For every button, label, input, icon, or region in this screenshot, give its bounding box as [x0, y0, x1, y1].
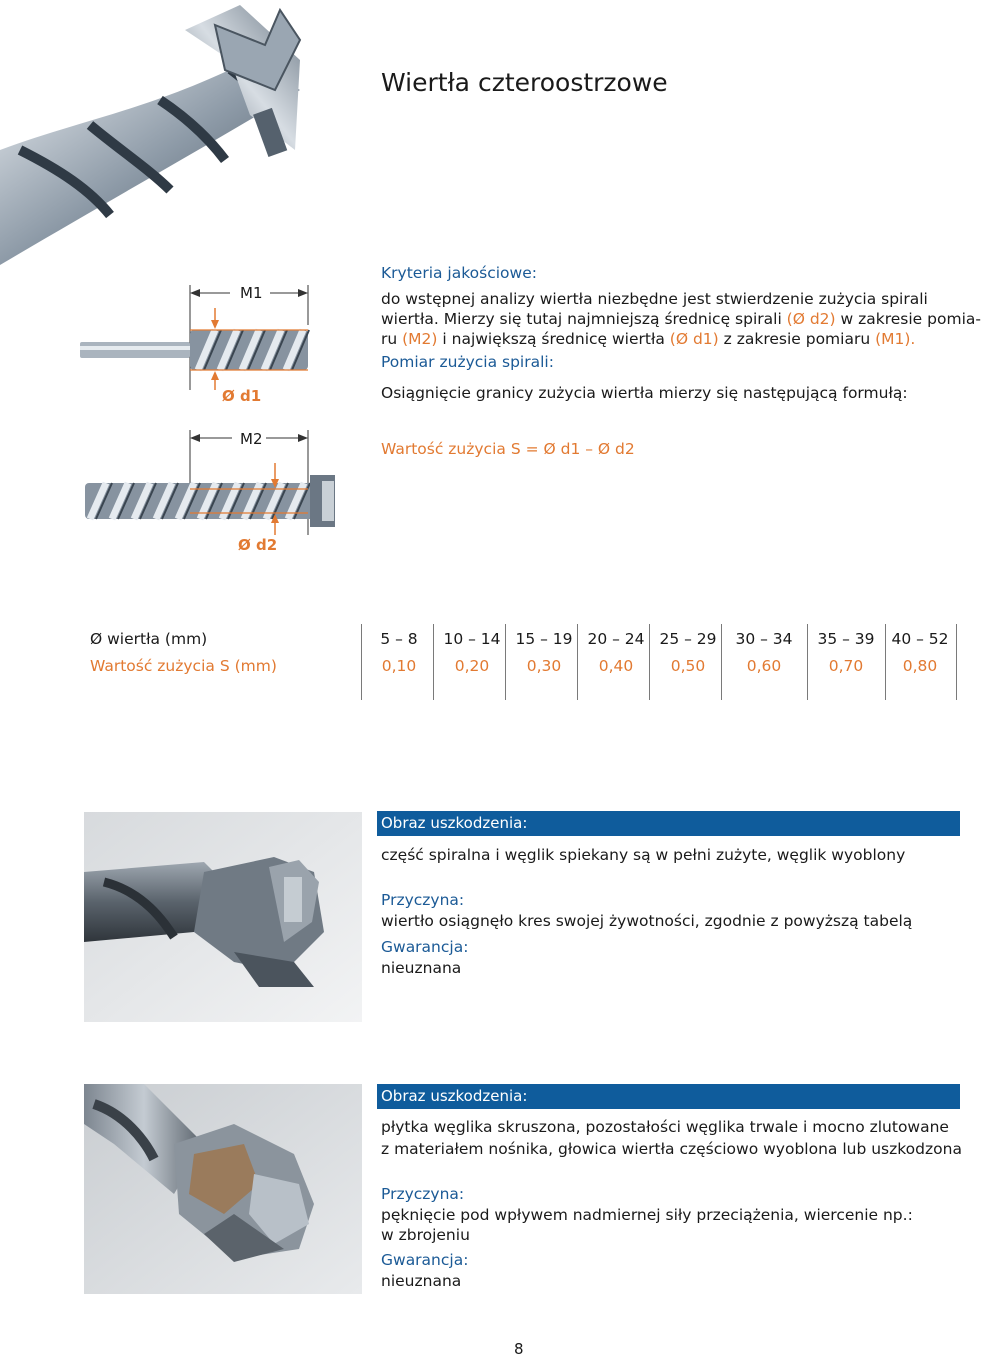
- quality-line-3: ru (M2) i największą średnicę wiertła (Ø d1) z zakresie pomiaru (M1).: [381, 330, 916, 348]
- quality-line-1: do wstępnej analizy wiertła niezbędne jest stwierdzenie zużycia spirali: [381, 290, 928, 308]
- quality-text: [381, 289, 981, 349]
- table-cell-diameter: 5 – 8: [380, 630, 418, 648]
- damage-2-warranty: nieuznana: [381, 1272, 462, 1290]
- table-cell-wear: 0,70: [828, 657, 864, 675]
- table-cell-diameter: 30 – 34: [735, 630, 793, 648]
- table-divider: [361, 624, 362, 700]
- quality-line-2: wiertła. Mierzy się tutaj najmniejszą średnicę spirali (Ø d2) w zakresie pomia-: [381, 310, 981, 328]
- damage-2-cause-heading: Przyczyna:: [381, 1185, 465, 1203]
- table-cell-wear: 0,20: [454, 657, 490, 675]
- d2-label: Ø d2: [238, 536, 278, 554]
- m2-label: M2: [240, 430, 263, 448]
- damage-2-cause: [381, 1205, 913, 1245]
- measurement-diagram-m1: [80, 280, 350, 410]
- damage-2-text: [381, 1117, 962, 1159]
- table-cell-diameter: 15 – 19: [515, 630, 573, 648]
- damage-1-cause-heading: Przyczyna:: [381, 891, 465, 909]
- damage-1-heading-bar: Obraz uszkodzenia:: [377, 811, 960, 836]
- damage-2-text-line-1: płytka węglika skruszona, pozostałości węglika trwale i mocno zlutowane: [381, 1118, 949, 1136]
- damage-2-warranty-heading: Gwarancja:: [381, 1251, 469, 1269]
- d1-label: Ø d1: [222, 387, 262, 405]
- table-cell-diameter: 10 – 14: [443, 630, 501, 648]
- wear-formula: Wartość zużycia S = Ø d1 – Ø d2: [381, 440, 635, 458]
- hero-drill-image: [0, 0, 360, 270]
- damage-2-cause-line-2: w zbrojeniu: [381, 1226, 470, 1244]
- damage-1-text: część spiralna i węglik spiekany są w pełni zużyte, węglik wyoblony: [381, 846, 906, 864]
- m1-label: M1: [240, 284, 263, 302]
- table-row-wear-label: Wartość zużycia S (mm): [90, 657, 277, 675]
- table-cell-wear: 0,50: [670, 657, 706, 675]
- measurement-diagram-m2: [80, 425, 340, 560]
- damage-2-heading-bar: Obraz uszkodzenia:: [377, 1084, 960, 1109]
- table-row-diameter-label: Ø wiertła (mm): [90, 630, 208, 648]
- wear-text: Osiągnięcie granicy zużycia wiertła mierzy się następującą formułą:: [381, 384, 908, 402]
- table-cell-diameter: 35 – 39: [817, 630, 875, 648]
- table-cell-diameter: 25 – 29: [659, 630, 717, 648]
- wear-heading: Pomiar zużycia spirali:: [381, 353, 554, 371]
- table-cell-diameter: 20 – 24: [587, 630, 645, 648]
- damage-photo-1: [84, 812, 362, 1022]
- damage-1-cause: wiertło osiągnęło kres swojej żywotności, zgodnie z powyższą tabelą: [381, 912, 913, 930]
- table-cell-wear: 0,60: [746, 657, 782, 675]
- damage-2-cause-line-1: pęknięcie pod wpływem nadmiernej siły przeciążenia, wiercenie np.:: [381, 1206, 913, 1224]
- table-cell-wear: 0,80: [902, 657, 938, 675]
- table-cell-diameter: 40 – 52: [891, 630, 949, 648]
- damage-1-warranty: nieuznana: [381, 959, 462, 977]
- table-cell-wear: 0,10: [381, 657, 417, 675]
- damage-2-text-line-2: z materiałem nośnika, głowica wiertła częściowo wyoblona lub uszkodzona: [381, 1140, 962, 1158]
- table-divider: [807, 624, 808, 700]
- table-cell-wear: 0,40: [598, 657, 634, 675]
- damage-1-warranty-heading: Gwarancja:: [381, 938, 469, 956]
- quality-heading: Kryteria jakościowe:: [381, 264, 537, 282]
- page-number: 8: [514, 1340, 524, 1358]
- table-divider: [956, 624, 957, 700]
- table-cell-wear: 0,30: [526, 657, 562, 675]
- page-title: Wiertła czteroostrzowe: [381, 68, 668, 97]
- damage-photo-2: [84, 1084, 362, 1294]
